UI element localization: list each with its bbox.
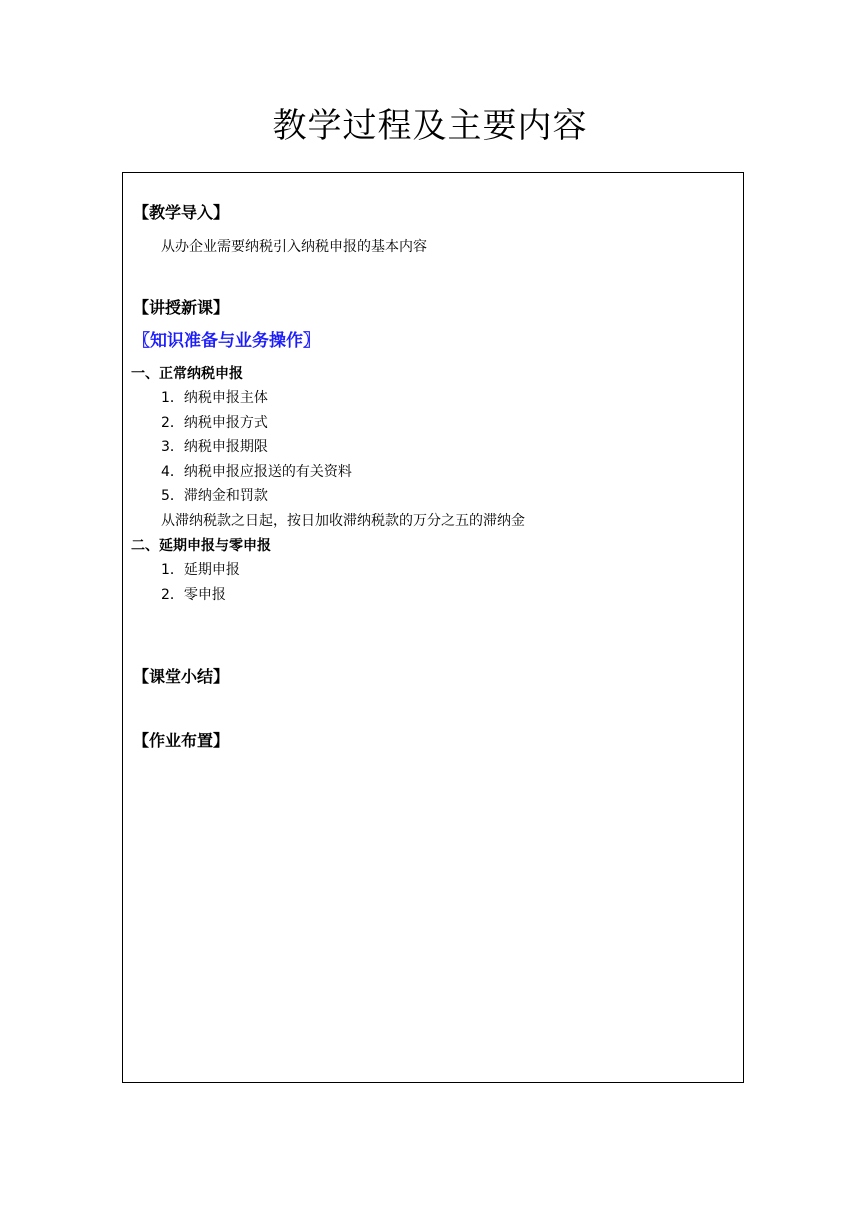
page-title: 教学过程及主要内容 xyxy=(272,106,588,146)
list-item xyxy=(161,585,226,605)
late-fee-note: 从滞纳税款之日起，按日加收滞纳税款的万分之五的滞纳金 xyxy=(161,513,525,529)
item-number: 1． xyxy=(161,562,184,578)
homework-heading: 【作业布置】 xyxy=(133,731,230,750)
item-number: 3． xyxy=(161,439,184,455)
item-text: 滞纳金和罚款 xyxy=(183,488,268,504)
content-box xyxy=(122,172,744,1083)
lecture-heading: 【讲授新课】 xyxy=(133,298,230,317)
knowledge-heading: 〖知识准备与业务操作〗 xyxy=(133,331,320,351)
intro-text: 从办企业需要纳税引入纳税申报的基本内容 xyxy=(161,239,427,255)
list-item xyxy=(161,462,352,482)
item-number: 2． xyxy=(161,415,184,431)
item-text: 零申报 xyxy=(183,587,226,603)
summary-heading: 【课堂小结】 xyxy=(133,667,230,686)
list-item xyxy=(161,388,268,408)
list-item xyxy=(161,560,240,580)
item-number: 4． xyxy=(161,464,184,480)
item-number: 1． xyxy=(161,390,184,406)
intro-heading: 【教学导入】 xyxy=(133,203,230,222)
list-item xyxy=(161,413,268,433)
list-item xyxy=(161,437,268,457)
item-text: 纳税申报方式 xyxy=(183,415,268,431)
item-text: 纳税申报期限 xyxy=(183,439,268,455)
item-text: 纳税申报应报送的有关资料 xyxy=(183,464,352,480)
part1-heading: 一、正常纳税申报 xyxy=(131,366,243,382)
item-text: 延期申报 xyxy=(183,562,240,578)
item-number: 2． xyxy=(161,587,184,603)
item-text: 纳税申报主体 xyxy=(183,390,268,406)
part2-heading: 二、延期申报与零申报 xyxy=(131,538,271,554)
item-number: 5． xyxy=(161,488,184,504)
list-item xyxy=(161,486,268,506)
